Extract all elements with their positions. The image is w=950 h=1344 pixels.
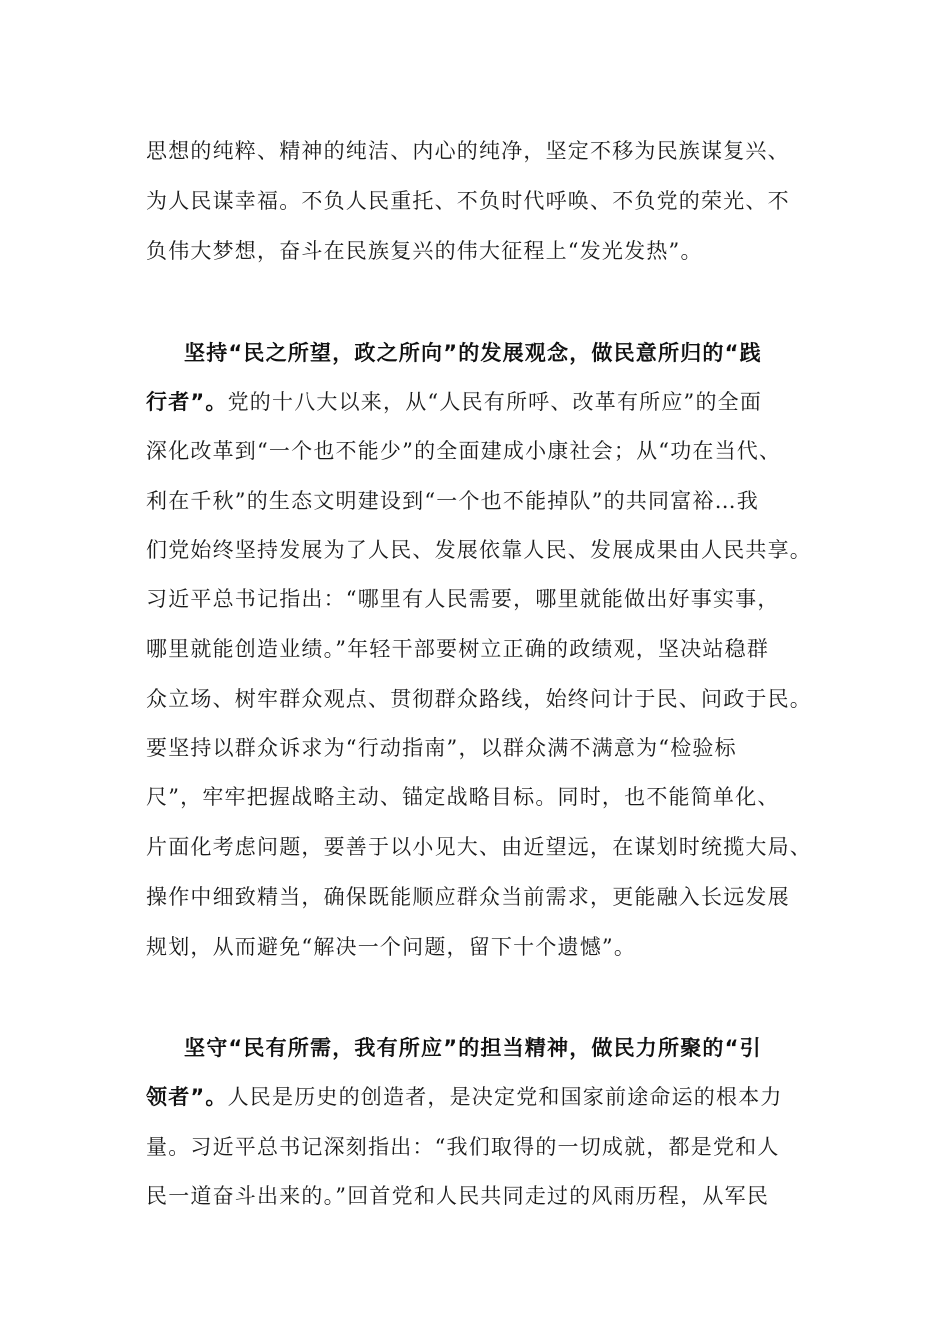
paragraph-1-line-1: 思想的纯粹、精神的纯洁、内心的纯净，坚定不移为民族谋复兴、 — [146, 139, 790, 163]
paragraph-3-line-2 — [146, 1082, 836, 1112]
paragraph-1-line-3: 负伟大梦想，奋斗在民族复兴的伟大征程上“发光发热”。 — [146, 239, 703, 263]
paragraph-2-line-11: 片面化考虑问题，要善于以小见大、由近望远，在谋划时统揽大局、 — [146, 835, 812, 859]
paragraph-2-line-3: 深化改革到“一个也不能少”的全面建成小康社会；从“功在当代、 — [146, 439, 782, 463]
paragraph-2-line-8: 众立场、树牢群众观点、贯彻群众路线，始终问计于民、问政于民。 — [146, 687, 812, 711]
paragraph-3-line-3: 量。习近平总书记深刻指出：“我们取得的一切成就，都是党和人 — [146, 1135, 780, 1159]
paragraph-2-line-5: 们党始终坚持发展为了人民、发展依靠人民、发展成果由人民共享。 — [146, 538, 812, 562]
paragraph-2-heading-line-1: 坚持“民之所望，政之所向”的发展观念，做民意所归的“践 — [184, 341, 762, 365]
paragraph-3-line-4: 民一道奋斗出来的。”回首党和人民共同走过的风雨历程，从军民 — [146, 1184, 770, 1208]
paragraph-2-line-9: 要坚持以群众诉求为“行动指南”，以群众满不满意为“检验标 — [146, 736, 737, 760]
paragraph-2-line-7: 哪里就能创造业绩。”年轻干部要树立正确的政绩观，坚决站稳群 — [146, 637, 770, 661]
paragraph-1-line-2: 为人民谋幸福。不负人民重托、不负时代呼唤、不负党的荣光、不 — [146, 189, 790, 213]
paragraph-2-line-12: 操作中细致精当，确保既能顺应群众当前需求，更能融入长远发展 — [146, 885, 790, 909]
paragraph-2-line-6: 习近平总书记指出：“哪里有人民需要，哪里就能做出好事实事， — [146, 587, 780, 611]
paragraph-3-heading-line-1: 坚守“民有所需，我有所应”的担当精神，做民力所聚的“引 — [184, 1036, 762, 1060]
paragraph-3-heading-line-2: 领者”。 — [146, 1085, 228, 1109]
paragraph-2-line-4: 利在千秋”的生态文明建设到“一个也不能掉队”的共同富裕…我 — [146, 489, 760, 513]
paragraph-2-line-13: 规划，从而避免“解决一个问题，留下十个遗憾”。 — [146, 935, 637, 959]
paragraph-2-line-2-body: 党的十八大以来，从“人民有所呼、改革有所应”的全面 — [227, 390, 763, 414]
paragraph-2-heading-line-2: 行者”。 — [146, 390, 228, 414]
paragraph-2-line-2 — [146, 387, 836, 417]
paragraph-3-line-2-body: 人民是历史的创造者，是决定党和国家前途命运的根本力 — [227, 1085, 783, 1109]
paragraph-2-line-10: 尺”，牢牢把握战略主动、锚定战略目标。同时，也不能简单化、 — [146, 785, 780, 809]
